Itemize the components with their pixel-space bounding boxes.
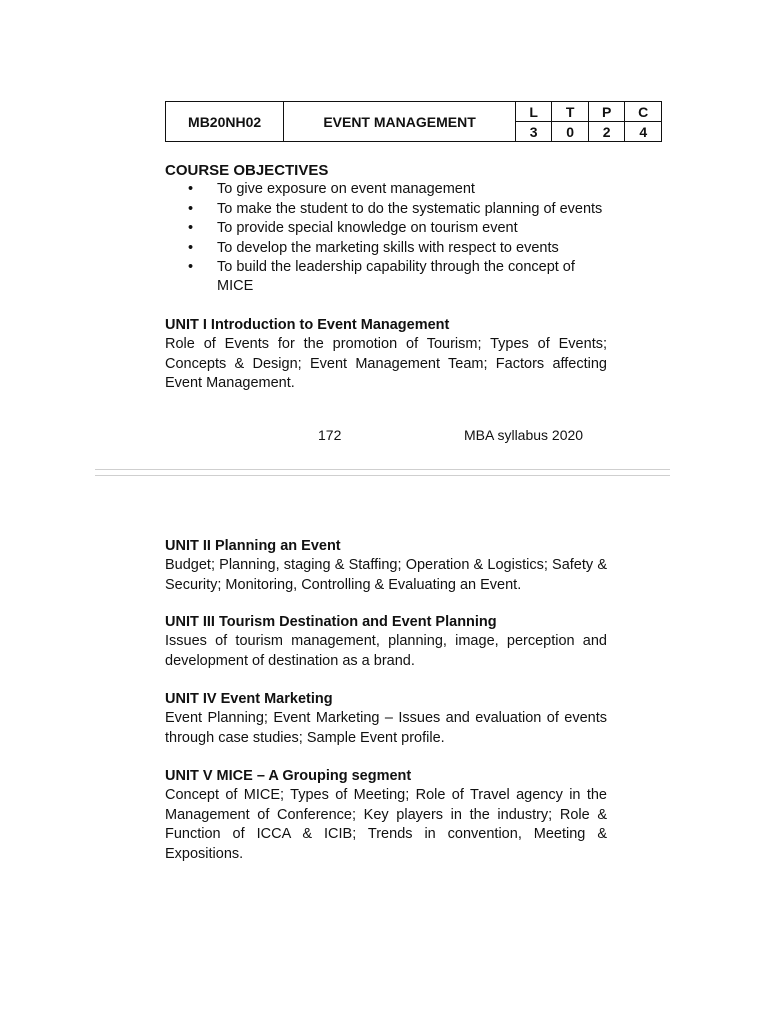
- course-code: MB20NH02: [166, 102, 284, 142]
- page-divider-bottom: [95, 475, 670, 476]
- objectives-heading: COURSE OBJECTIVES: [165, 162, 329, 179]
- page-divider-top: [95, 469, 670, 470]
- objective-text: To provide special knowledge on tourism event: [217, 220, 518, 237]
- ltpc-header-p: P: [588, 102, 625, 122]
- ltpc-value-c: 4: [625, 122, 662, 142]
- unit-1-heading: UNIT I Introduction to Event Management: [165, 317, 450, 333]
- course-objectives-section: [165, 161, 607, 297]
- objective-text: To develop the marketing skills with respect to events: [217, 239, 559, 256]
- unit-3-heading: UNIT III Tourism Destination and Event Planning: [165, 614, 497, 630]
- unit-4-heading: UNIT IV Event Marketing: [165, 691, 333, 707]
- unit-1-body: Role of Events for the promotion of Tourism; Types of Events; Concepts & Design; Event Management Team; Factors affecting Event Management.: [165, 336, 607, 392]
- unit-2-body: Budget; Planning, staging & Staffing; Operation & Logistics; Safety & Security; Monitoring, Controlling & Evaluating an Event.: [165, 557, 607, 593]
- ltpc-value-p: 2: [588, 122, 625, 142]
- bullet-icon: •: [188, 181, 194, 198]
- unit-3-body: Issues of tourism management, planning, image, perception and development of destination as a brand.: [165, 633, 607, 669]
- course-header-table: [165, 101, 662, 142]
- list-item: [165, 200, 607, 219]
- list-item: [165, 239, 607, 258]
- unit-4-section: [165, 690, 607, 748]
- unit-3-section: [165, 613, 607, 671]
- unit-5-body: Concept of MICE; Types of Meeting; Role of Travel agency in the Management of Conference; Key players in the industry; Role & Function of ICCA & ICIB; Trends in convention, Meeting & Expositions.: [165, 787, 607, 862]
- course-title: EVENT MANAGEMENT: [284, 102, 516, 142]
- objective-text: To build the leadership capability through the concept of MICE: [217, 259, 575, 295]
- list-item: [165, 258, 607, 297]
- bullet-icon: •: [188, 220, 194, 237]
- objective-text: To make the student to do the systematic planning of events: [217, 200, 603, 217]
- ltpc-header-c: C: [625, 102, 662, 122]
- unit-5-section: [165, 767, 607, 864]
- ltpc-header-t: T: [552, 102, 589, 122]
- unit-2-section: [165, 537, 607, 595]
- ltpc-value-t: 0: [552, 122, 589, 142]
- objective-text: To give exposure on event management: [217, 181, 475, 198]
- page-number: 172: [318, 427, 342, 443]
- list-item: [165, 180, 607, 199]
- bullet-icon: •: [188, 200, 194, 217]
- bullet-icon: •: [188, 239, 194, 256]
- footer-doc-label: MBA syllabus 2020: [464, 427, 584, 443]
- bullet-icon: •: [188, 259, 194, 276]
- unit-5-heading: UNIT V MICE – A Grouping segment: [165, 768, 412, 784]
- unit-4-body: Event Planning; Event Marketing – Issues and evaluation of events through case studies; Sample Event profile.: [165, 710, 607, 746]
- list-item: [165, 219, 607, 238]
- unit-1-section: [165, 316, 607, 394]
- ltpc-header-l: L: [515, 102, 552, 122]
- objectives-list: [165, 180, 607, 296]
- ltpc-value-l: 3: [515, 122, 552, 142]
- unit-2-heading: UNIT II Planning an Event: [165, 538, 341, 554]
